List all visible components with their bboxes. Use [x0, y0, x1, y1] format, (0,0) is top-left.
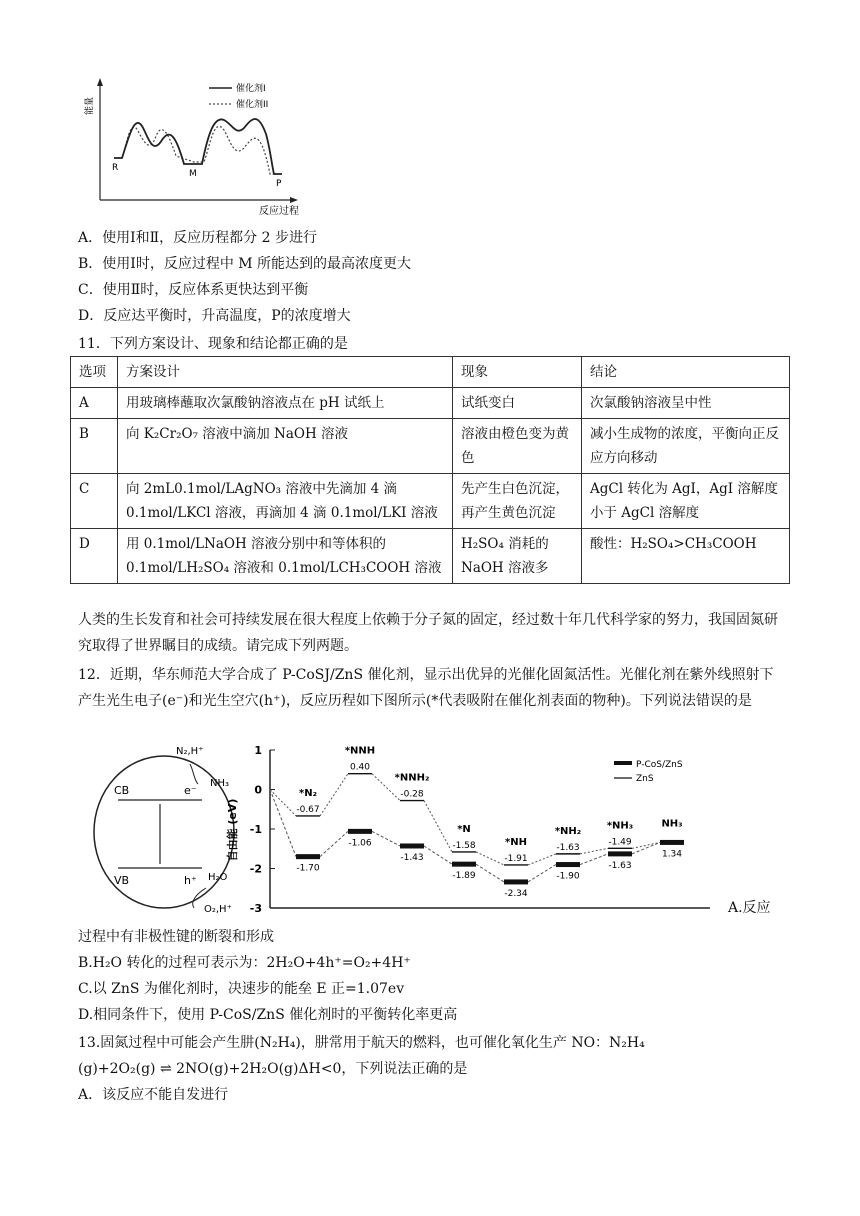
q10-option-a: A．使用Ⅰ和Ⅱ，反应历程都分 2 步进行	[78, 230, 317, 246]
header-conclusion: 结论	[582, 357, 790, 388]
connector-ZnS	[320, 774, 348, 816]
row-option: B	[71, 419, 118, 474]
value-label-pcos: -1.90	[556, 871, 580, 882]
legend-catalyst-2: 催化剂II	[236, 100, 269, 110]
connector-start	[270, 790, 296, 857]
connector-P-CoS/ZnS	[632, 842, 660, 853]
header-option: 选项	[71, 357, 118, 388]
value-label-pcos: -1.70	[296, 863, 320, 874]
point-R: R	[112, 163, 119, 173]
connector-P-CoS/ZnS	[580, 854, 608, 865]
cb-label: CB	[114, 784, 130, 797]
row-design: 向 K₂Cr₂O₇ 溶液中滴加 NaOH 溶液	[118, 419, 453, 474]
bar-level-P-CoS/ZnS	[348, 829, 372, 834]
row-design: 用 0.1mol/LNaOH 溶液分别中和等体积的 0.1mol/LH₂SO₄ 溶液和 0.1mol/LCH₃COOH 溶液	[118, 529, 453, 584]
value-label-zns: 1.34	[661, 849, 683, 860]
n2h-label: N₂,H⁺	[176, 746, 204, 757]
q10-option-c: C．使用Ⅱ时，反应体系更快达到平衡	[78, 282, 309, 298]
row-option: C	[71, 474, 118, 529]
q11-stem: 11．下列方案设计、现象和结论都正确的是	[78, 336, 348, 352]
bar-level-P-CoS/ZnS	[400, 843, 424, 848]
row-option: D	[71, 529, 118, 584]
value-label-pcos: -1.06	[348, 838, 372, 849]
x-axis-label: 反应过程	[259, 206, 299, 217]
q12-option-c: C.以 ZnS 为催化剂时，决速步的能垒 E 正=1.07ev	[78, 981, 405, 997]
species-label: *NH	[505, 836, 527, 848]
bar-level-P-CoS/ZnS	[660, 840, 684, 845]
row-design: 用玻璃棒蘸取次氯酸钠溶液点在 pH 试纸上	[118, 388, 453, 419]
row-phenomenon: 试纸变白	[453, 388, 582, 419]
q10-option-d: D．反应达平衡时，升高温度，P的浓度增大	[78, 308, 351, 324]
legend-pcos-label: P-CoS/ZnS	[636, 760, 683, 770]
connector-P-CoS/ZnS	[320, 831, 348, 856]
bar-level-P-CoS/ZnS	[504, 879, 528, 884]
value-label-pcos: -1.63	[608, 860, 632, 871]
value-label-zns: -1.58	[452, 840, 476, 851]
value-label-pcos: -1.43	[400, 852, 424, 863]
q12-option-a-rest: 过程中有非极性键的断裂和形成	[78, 929, 274, 945]
q13-line-2: (g)+2O₂(g) ⇌ 2NO(g)+2H₂O(g)ΔH<0，下列说法正确的是	[78, 1061, 468, 1077]
catalyst-1-curve	[114, 119, 282, 174]
legend-catalyst-1: 催化剂I	[236, 84, 266, 94]
connector-P-CoS/ZnS	[424, 846, 452, 864]
species-label: *N₂	[299, 787, 317, 799]
species-label: *NH₃	[606, 820, 634, 832]
y-tick-label: -3	[249, 902, 262, 915]
e-label: e⁻	[184, 784, 197, 797]
row-phenomenon: 溶液由橙色变为黄色	[453, 419, 582, 474]
legend-zns-label: ZnS	[636, 774, 654, 784]
table-row	[71, 474, 790, 529]
value-label-zns: -1.49	[608, 837, 632, 848]
q13-option-a: A．该反应不能自发进行	[78, 1087, 229, 1103]
nh3-label: NH₃	[210, 778, 230, 789]
bar-level-P-CoS/ZnS	[608, 851, 632, 856]
value-label-zns: -0.67	[296, 804, 320, 815]
row-conclusion: 酸性：H₂SO₄>CH₃COOH	[582, 529, 790, 584]
bar-level-P-CoS/ZnS	[296, 854, 320, 859]
o2h-label: O₂,H⁺	[204, 904, 232, 915]
legend-pcos-swatch	[614, 761, 632, 765]
value-label-pcos: -1.89	[452, 871, 476, 882]
header-design: 方案设计	[118, 357, 453, 388]
q11-table	[70, 356, 790, 584]
table-row	[71, 388, 790, 419]
species-label: *NNH	[344, 745, 376, 757]
connector-ZnS	[632, 842, 660, 848]
point-M: M	[189, 169, 197, 179]
table-row	[71, 419, 790, 474]
vb-label: VB	[114, 874, 130, 887]
connector-P-CoS/ZnS	[476, 864, 504, 882]
y-axis-label: 能量	[85, 96, 95, 116]
connector-ZnS	[476, 852, 504, 865]
intro-paragraph: 人类的生长发育和社会可持续发展在很大程度上依赖于分子氮的固定，经过数十年几代科学家的努力，我国固氮研究取得了世界瞩目的成绩。请完成下列两题。	[78, 612, 778, 654]
y-tick-label: 1	[254, 744, 262, 757]
h-label: h⁺	[184, 874, 197, 887]
table-header-row	[71, 357, 790, 388]
point-P: P	[276, 179, 282, 189]
q12-option-b: B.H₂O 转化的过程可表示为：2H₂O+4h⁺=O₂+4H⁺	[78, 955, 411, 971]
q12-stem: 12．近期，华东师范大学合成了 P-CoSJ/ZnS 催化剂，显示出优异的光催化固氮活性。光催化剂在紫外线照射下产生光生电子(e⁻)和光生空穴(h⁺)，反应历程如下图所示(*代表吸附在催化剂表面的物种)。下列说法错误的是	[78, 667, 774, 709]
value-label-zns: -1.91	[504, 853, 528, 864]
row-phenomenon: 先产生白色沉淀，再产生黄色沉淀	[453, 474, 582, 529]
energy-profile-figure	[84, 76, 304, 218]
free-energy-chart	[222, 740, 722, 918]
catalyst-2-curve	[114, 126, 276, 174]
table-row	[71, 529, 790, 584]
species-label: NH₃	[661, 818, 683, 830]
row-phenomenon: H₂SO₄ 消耗的 NaOH 溶液多	[453, 529, 582, 584]
species-label: *N	[457, 823, 471, 835]
row-conclusion: AgCl 转化为 AgI，AgI 溶解度小于 AgCl 溶解度	[582, 474, 790, 529]
row-option: A	[71, 388, 118, 419]
row-conclusion: 次氯酸钠溶液呈中性	[582, 388, 790, 419]
connector-ZnS	[580, 848, 608, 854]
value-label-zns: 0.40	[349, 762, 371, 773]
y-tick-label: 0	[254, 783, 262, 797]
connector-start	[270, 790, 296, 816]
species-label: *NNH₂	[394, 772, 430, 784]
q12-option-d: D.相同条件下，使用 P-CoS/ZnS 催化剂时的平衡转化率更高	[78, 1007, 458, 1023]
bar-level-P-CoS/ZnS	[556, 862, 580, 867]
value-label-pcos: -2.34	[504, 888, 528, 899]
connector-ZnS	[528, 854, 556, 865]
y-tick-label: -2	[249, 862, 262, 876]
row-conclusion: 减小生成物的浓度，平衡向正反应方向移动	[582, 419, 790, 474]
connector-P-CoS/ZnS	[372, 831, 400, 846]
q13-line-1: 13.固氮过程中可能会产生肼(N₂H₄)，肼常用于航天的燃料，也可催化氧化生产 NO：N₂H₄	[78, 1035, 645, 1051]
value-label-zns: -0.28	[400, 789, 424, 800]
value-label-zns: -1.63	[556, 842, 580, 853]
bar-level-P-CoS/ZnS	[452, 862, 476, 867]
row-design: 向 2mL0.1mol/LAgNO₃ 溶液中先滴加 4 滴 0.1mol/LKCl 溶液，再滴加 4 滴 0.1mol/LKI 溶液	[118, 474, 453, 529]
header-phenomenon: 现象	[453, 357, 582, 388]
connector-ZnS	[424, 801, 452, 852]
y-axis-title: 自由能 (eV)	[226, 798, 239, 862]
y-tick-label: -1	[249, 823, 262, 836]
connector-P-CoS/ZnS	[528, 865, 556, 882]
q10-option-b: B．使用Ⅰ时，反应过程中 M 所能达到的最高浓度更大	[78, 256, 412, 272]
h2o-label: H₂O	[208, 872, 228, 883]
q12-option-a-head: A.反应	[728, 900, 771, 916]
species-label: *NH₂	[554, 825, 582, 837]
